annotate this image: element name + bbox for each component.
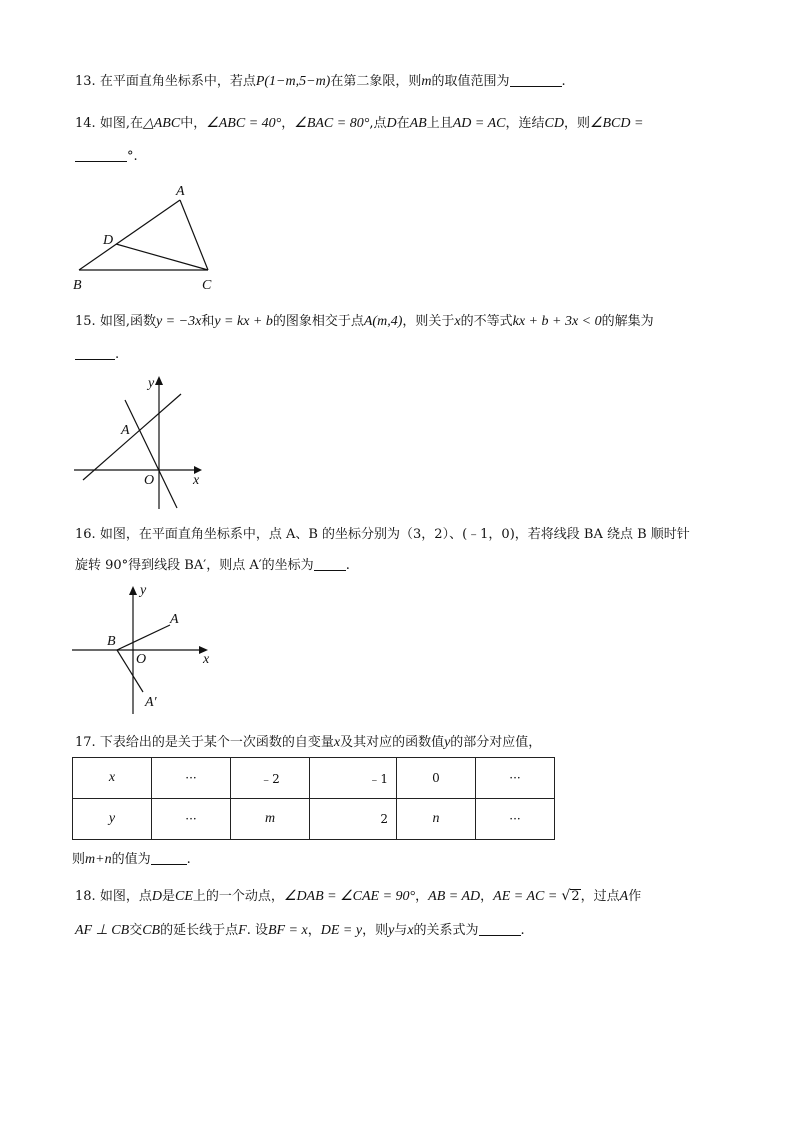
label-a: A	[121, 423, 130, 438]
question-13: 13. 在平面直角坐标系中，若点P(1−m,5−m)在第二象限，则m的取值范围为 .	[75, 74, 566, 89]
figure-15-graph	[70, 370, 210, 512]
table-cell: 0	[397, 758, 476, 799]
label-x: x	[203, 652, 210, 667]
question-18-cont: AF ⊥ CB交CB的延长线于点F. 设BF = x，DE = y，则y与x的关系式为 .	[75, 923, 525, 938]
table-cell: x	[73, 758, 152, 799]
label-a: A	[176, 184, 185, 199]
table-row-y	[73, 799, 555, 840]
label-y: y	[148, 376, 155, 391]
table-cell: ···	[152, 758, 231, 799]
q13-answer-blank[interactable]	[510, 72, 562, 87]
label-y: y	[140, 583, 147, 598]
label-a-prime: A′	[145, 695, 157, 710]
table-cell: ···	[476, 799, 555, 840]
q13-number: 13.	[75, 74, 96, 89]
question-15: 15. 如图,函数y = −3x和y = kx + b的图象相交于点A(m,4)，则关于x的不等式kx + b + 3x < 0的解集为	[75, 314, 654, 329]
label-d: D	[103, 233, 114, 248]
question-16: 16. 如图，在平面直角坐标系中，点 A、B 的坐标分别为（3，2）、(﹣1，0)，若将线段 BA 绕点 B 顺时针	[75, 527, 690, 542]
y-axis-arrow	[155, 376, 163, 385]
table-cell: ···	[476, 758, 555, 799]
q14-answer-blank[interactable]	[75, 147, 127, 162]
segment-ba	[79, 200, 180, 270]
q15-answer-blank[interactable]	[75, 345, 115, 360]
question-17-cont: 则m+n的值为 .	[72, 852, 191, 867]
question-18: 18. 如图，点D是CE上的一个动点，∠DAB = ∠CAE = 90°，AB = AD，AE = AC = √2，过点A作	[75, 888, 642, 904]
question-17: 17. 下表给出的是关于某个一次函数的自变量x及其对应的函数值y的部分对应值，	[75, 735, 542, 750]
label-b: B	[73, 278, 82, 293]
question-15-cont: .	[75, 345, 119, 365]
table-cell: n	[397, 799, 476, 840]
table-cell: ﹣2	[231, 758, 310, 799]
table-cell: ···	[152, 799, 231, 840]
figure-16-rotation	[70, 580, 220, 714]
q13-point: P(1−m,5−m)	[255, 74, 331, 89]
y-axis-arrow	[129, 586, 137, 595]
sqrt-value: 2	[571, 889, 580, 904]
segment-ba	[117, 625, 170, 650]
question-14: 14. 如图,在△ABC中，∠ABC = 40°，∠BAC = 80°,点D在AB上且AD = AC，连结CD，则∠BCD =	[75, 116, 644, 131]
line-kx-plus-b	[83, 394, 181, 480]
question-14-cont: °.	[75, 147, 138, 167]
label-a: A	[170, 612, 179, 627]
q18-answer-blank[interactable]	[479, 921, 521, 936]
label-o: O	[144, 473, 155, 488]
figure-14-triangle	[70, 178, 220, 296]
line-y-minus-3x	[125, 400, 177, 508]
table-row-x	[73, 758, 555, 799]
q18-number: 18.	[75, 889, 96, 904]
q17-answer-blank[interactable]	[151, 850, 187, 865]
q16-answer-blank[interactable]	[314, 556, 346, 571]
q17-number: 17.	[75, 735, 96, 750]
table-cell: y	[73, 799, 152, 840]
q14-number: 14.	[75, 116, 96, 131]
segment-dc	[116, 244, 208, 270]
table-cell: ﹣1	[310, 758, 397, 799]
label-c: C	[202, 278, 212, 293]
q16-number: 16.	[75, 527, 96, 542]
label-o: O	[136, 652, 147, 667]
segment-ac	[180, 200, 208, 270]
value-table	[72, 757, 555, 840]
table-cell: 2	[310, 799, 397, 840]
table-cell: m	[231, 799, 310, 840]
question-16-cont: 旋转 90°得到线段 BA′，则点 A′的坐标为 .	[75, 558, 350, 573]
q15-number: 15.	[75, 314, 96, 329]
label-b: B	[107, 634, 116, 649]
label-x: x	[193, 473, 200, 488]
